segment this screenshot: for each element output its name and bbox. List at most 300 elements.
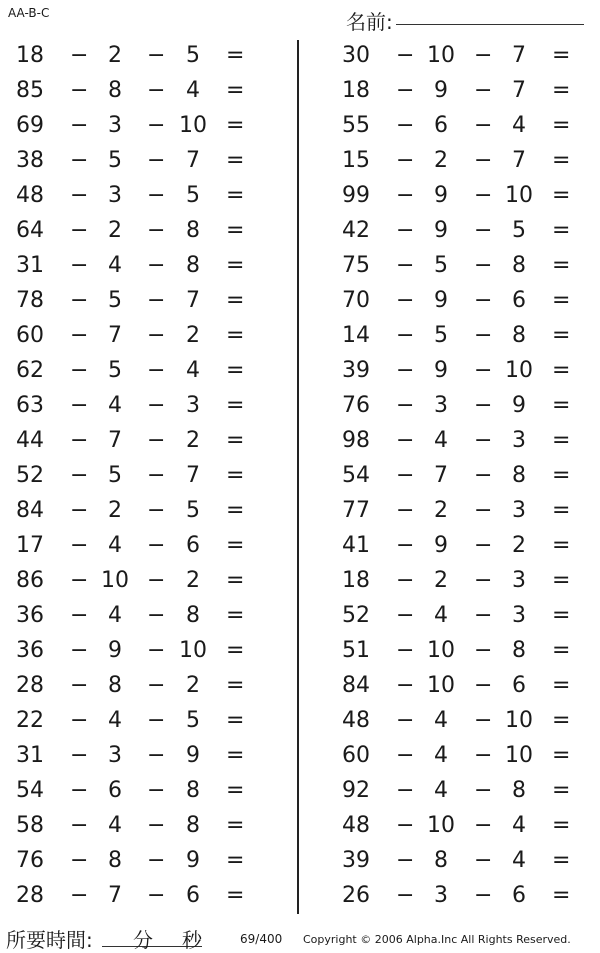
- subtrahend-1: 10: [427, 638, 455, 663]
- minuend: 17: [16, 533, 44, 558]
- minus-sign: −: [396, 393, 415, 418]
- minus-sign: −: [474, 708, 493, 733]
- problem-row: [0, 108, 297, 143]
- subtrahend-2: 8: [186, 603, 200, 628]
- minus-sign: −: [70, 393, 89, 418]
- subtrahend-1: 4: [108, 708, 122, 733]
- minus-sign: −: [147, 183, 166, 208]
- subtrahend-1: 4: [108, 253, 122, 278]
- subtrahend-1: 9: [434, 288, 448, 313]
- equals-sign: =: [226, 43, 245, 68]
- subtrahend-1: 3: [108, 183, 122, 208]
- subtrahend-1: 5: [108, 358, 122, 383]
- minus-sign: −: [70, 358, 89, 383]
- problem-row: [300, 633, 600, 668]
- equals-sign: =: [226, 638, 245, 663]
- subtrahend-2: 8: [186, 778, 200, 803]
- minus-sign: −: [70, 883, 89, 908]
- problem-row: [300, 598, 600, 633]
- subtrahend-1: 4: [434, 603, 448, 628]
- equals-sign: =: [226, 358, 245, 383]
- minuend: 54: [342, 463, 370, 488]
- minus-sign: −: [147, 743, 166, 768]
- problem-row: [0, 178, 297, 213]
- minus-sign: −: [396, 463, 415, 488]
- minus-sign: −: [396, 673, 415, 698]
- minus-sign: −: [396, 603, 415, 628]
- minuend: 39: [342, 848, 370, 873]
- minuend: 15: [342, 148, 370, 173]
- minus-sign: −: [396, 253, 415, 278]
- subtrahend-2: 8: [186, 813, 200, 838]
- minuend: 60: [16, 323, 44, 348]
- minus-sign: −: [70, 568, 89, 593]
- subtrahend-1: 2: [434, 498, 448, 523]
- problem-row: [0, 738, 297, 773]
- subtrahend-2: 8: [186, 253, 200, 278]
- minuend: 77: [342, 498, 370, 523]
- minus-sign: −: [396, 568, 415, 593]
- equals-sign: =: [552, 743, 571, 768]
- equals-sign: =: [226, 743, 245, 768]
- subtrahend-2: 10: [179, 113, 207, 138]
- subtrahend-1: 8: [108, 673, 122, 698]
- time-label: 所要時間:: [6, 928, 93, 952]
- equals-sign: =: [552, 813, 571, 838]
- subtrahend-2: 3: [512, 603, 526, 628]
- problem-row: [300, 493, 600, 528]
- equals-sign: =: [226, 183, 245, 208]
- minus-sign: −: [70, 708, 89, 733]
- minuend: 58: [16, 813, 44, 838]
- minuend: 41: [342, 533, 370, 558]
- problem-row: [0, 73, 297, 108]
- minus-sign: −: [474, 848, 493, 873]
- minuend: 76: [16, 848, 44, 873]
- subtrahend-1: 3: [108, 113, 122, 138]
- subtrahend-2: 10: [505, 708, 533, 733]
- problem-row: [300, 213, 600, 248]
- equals-sign: =: [226, 253, 245, 278]
- minus-sign: −: [70, 113, 89, 138]
- minus-sign: −: [474, 463, 493, 488]
- copyright: Copyright © 2006 Alpha.Inc All Rights Reserved.: [303, 933, 571, 946]
- equals-sign: =: [552, 358, 571, 383]
- problem-row: [0, 808, 297, 843]
- minuend: 75: [342, 253, 370, 278]
- subtrahend-1: 2: [434, 148, 448, 173]
- minuend: 69: [16, 113, 44, 138]
- minus-sign: −: [474, 323, 493, 348]
- minuend: 18: [342, 568, 370, 593]
- minus-sign: −: [396, 288, 415, 313]
- problem-row: [300, 108, 600, 143]
- minus-sign: −: [147, 393, 166, 418]
- minus-sign: −: [147, 603, 166, 628]
- subtrahend-1: 8: [434, 848, 448, 873]
- minus-sign: −: [70, 183, 89, 208]
- minus-sign: −: [474, 288, 493, 313]
- equals-sign: =: [226, 323, 245, 348]
- minuend: 52: [342, 603, 370, 628]
- equals-sign: =: [226, 288, 245, 313]
- subtrahend-1: 7: [434, 463, 448, 488]
- subtrahend-2: 3: [186, 393, 200, 418]
- equals-sign: =: [552, 883, 571, 908]
- name-field-line[interactable]: [396, 24, 584, 25]
- minus-sign: −: [474, 533, 493, 558]
- problem-row: [0, 633, 297, 668]
- minus-sign: −: [474, 428, 493, 453]
- minuend: 99: [342, 183, 370, 208]
- name-label: 名前:: [346, 10, 393, 34]
- right-column: [300, 38, 600, 913]
- minus-sign: −: [147, 568, 166, 593]
- minus-sign: −: [147, 498, 166, 523]
- equals-sign: =: [226, 148, 245, 173]
- problem-row: [300, 528, 600, 563]
- subtrahend-2: 7: [512, 148, 526, 173]
- minus-sign: −: [147, 848, 166, 873]
- minus-sign: −: [474, 673, 493, 698]
- subtrahend-2: 5: [186, 43, 200, 68]
- minus-sign: −: [396, 813, 415, 838]
- minus-sign: −: [396, 638, 415, 663]
- equals-sign: =: [226, 708, 245, 733]
- minus-sign: −: [70, 253, 89, 278]
- minuend: 31: [16, 253, 44, 278]
- subtrahend-1: 9: [434, 183, 448, 208]
- minus-sign: −: [70, 533, 89, 558]
- problem-row: [300, 248, 600, 283]
- subtrahend-1: 7: [108, 323, 122, 348]
- minuend: 26: [342, 883, 370, 908]
- subtrahend-1: 10: [101, 568, 129, 593]
- minus-sign: −: [147, 638, 166, 663]
- minus-sign: −: [396, 533, 415, 558]
- minus-sign: −: [70, 638, 89, 663]
- subtrahend-1: 2: [108, 218, 122, 243]
- subtrahend-2: 5: [186, 708, 200, 733]
- problem-row: [0, 213, 297, 248]
- minuend: 60: [342, 743, 370, 768]
- problem-row: [0, 668, 297, 703]
- subtrahend-1: 2: [108, 498, 122, 523]
- minuend: 48: [342, 813, 370, 838]
- subtrahend-2: 10: [505, 183, 533, 208]
- minus-sign: −: [147, 218, 166, 243]
- minus-sign: −: [147, 813, 166, 838]
- problem-row: [300, 388, 600, 423]
- equals-sign: =: [226, 533, 245, 558]
- problem-row: [300, 563, 600, 598]
- minus-sign: −: [474, 393, 493, 418]
- problem-row: [300, 808, 600, 843]
- minus-sign: −: [396, 883, 415, 908]
- minus-sign: −: [474, 253, 493, 278]
- minus-sign: −: [474, 638, 493, 663]
- subtrahend-1: 6: [434, 113, 448, 138]
- minuend: 51: [342, 638, 370, 663]
- minus-sign: −: [474, 218, 493, 243]
- subtrahend-2: 10: [179, 638, 207, 663]
- subtrahend-1: 4: [108, 533, 122, 558]
- minus-sign: −: [147, 358, 166, 383]
- minus-sign: −: [70, 813, 89, 838]
- equals-sign: =: [552, 848, 571, 873]
- minuend: 28: [16, 883, 44, 908]
- minus-sign: −: [474, 498, 493, 523]
- subtrahend-2: 6: [186, 533, 200, 558]
- minuend: 84: [342, 673, 370, 698]
- minuend: 22: [16, 708, 44, 733]
- subtrahend-2: 4: [512, 848, 526, 873]
- minus-sign: −: [396, 358, 415, 383]
- minuend: 84: [16, 498, 44, 523]
- equals-sign: =: [552, 393, 571, 418]
- subtrahend-2: 10: [505, 358, 533, 383]
- equals-sign: =: [552, 673, 571, 698]
- subtrahend-1: 10: [427, 813, 455, 838]
- minus-sign: −: [70, 78, 89, 103]
- subtrahend-1: 6: [108, 778, 122, 803]
- minus-sign: −: [70, 848, 89, 873]
- equals-sign: =: [552, 498, 571, 523]
- problem-row: [0, 38, 297, 73]
- equals-sign: =: [226, 393, 245, 418]
- minuend: 70: [342, 288, 370, 313]
- subtrahend-2: 5: [186, 183, 200, 208]
- equals-sign: =: [552, 533, 571, 558]
- subtrahend-1: 2: [434, 568, 448, 593]
- subtrahend-2: 7: [512, 43, 526, 68]
- subtrahend-2: 4: [186, 78, 200, 103]
- problem-row: [300, 318, 600, 353]
- minus-sign: −: [70, 743, 89, 768]
- subtrahend-1: 4: [434, 708, 448, 733]
- subtrahend-1: 5: [434, 253, 448, 278]
- minus-sign: −: [474, 78, 493, 103]
- minuend: 42: [342, 218, 370, 243]
- subtrahend-1: 9: [434, 358, 448, 383]
- problem-row: [0, 248, 297, 283]
- minuend: 18: [342, 78, 370, 103]
- subtrahend-2: 7: [512, 78, 526, 103]
- problem-row: [300, 878, 600, 913]
- problem-row: [0, 493, 297, 528]
- subtrahend-1: 5: [434, 323, 448, 348]
- subtrahend-2: 4: [512, 813, 526, 838]
- subtrahend-1: 2: [108, 43, 122, 68]
- subtrahend-2: 9: [186, 848, 200, 873]
- subtrahend-2: 6: [512, 883, 526, 908]
- problem-row: [0, 423, 297, 458]
- minus-sign: −: [70, 288, 89, 313]
- minuend: 54: [16, 778, 44, 803]
- subtrahend-2: 3: [512, 428, 526, 453]
- subtrahend-2: 2: [186, 568, 200, 593]
- subtrahend-2: 7: [186, 288, 200, 313]
- minus-sign: −: [474, 358, 493, 383]
- equals-sign: =: [226, 568, 245, 593]
- problem-row: [0, 353, 297, 388]
- minuend: 48: [342, 708, 370, 733]
- minus-sign: −: [474, 113, 493, 138]
- minus-sign: −: [147, 78, 166, 103]
- subtrahend-2: 10: [505, 743, 533, 768]
- subtrahend-2: 6: [186, 883, 200, 908]
- problem-row: [300, 773, 600, 808]
- equals-sign: =: [226, 78, 245, 103]
- minus-sign: −: [396, 148, 415, 173]
- column-divider: [297, 40, 299, 914]
- subtrahend-1: 9: [434, 78, 448, 103]
- minus-sign: −: [147, 533, 166, 558]
- page-number: 69/400: [240, 932, 283, 946]
- minus-sign: −: [474, 883, 493, 908]
- equals-sign: =: [552, 148, 571, 173]
- subtrahend-1: 5: [108, 288, 122, 313]
- problem-row: [300, 458, 600, 493]
- equals-sign: =: [552, 463, 571, 488]
- subtrahend-2: 6: [512, 288, 526, 313]
- minus-sign: −: [70, 218, 89, 243]
- equals-sign: =: [226, 673, 245, 698]
- minus-sign: −: [396, 708, 415, 733]
- subtrahend-1: 4: [108, 813, 122, 838]
- minuend: 30: [342, 43, 370, 68]
- problem-row: [0, 388, 297, 423]
- subtrahend-2: 2: [186, 428, 200, 453]
- subtrahend-1: 3: [108, 743, 122, 768]
- equals-sign: =: [226, 883, 245, 908]
- minuend: 63: [16, 393, 44, 418]
- minuend: 48: [16, 183, 44, 208]
- subtrahend-1: 10: [427, 673, 455, 698]
- minuend: 86: [16, 568, 44, 593]
- problem-row: [0, 318, 297, 353]
- minus-sign: −: [147, 253, 166, 278]
- subtrahend-1: 9: [434, 218, 448, 243]
- minus-sign: −: [474, 603, 493, 628]
- problem-row: [300, 178, 600, 213]
- minuend: 18: [16, 43, 44, 68]
- minus-sign: −: [147, 883, 166, 908]
- minus-sign: −: [70, 673, 89, 698]
- problem-row: [300, 738, 600, 773]
- problem-row: [300, 423, 600, 458]
- subtrahend-2: 8: [512, 323, 526, 348]
- problem-row: [300, 668, 600, 703]
- minus-sign: −: [474, 183, 493, 208]
- minus-sign: −: [70, 778, 89, 803]
- seconds-label: 秒: [182, 928, 202, 952]
- subtrahend-2: 8: [512, 638, 526, 663]
- left-column: [0, 38, 297, 913]
- problem-row: [0, 878, 297, 913]
- equals-sign: =: [226, 428, 245, 453]
- problem-row: [0, 843, 297, 878]
- equals-sign: =: [552, 183, 571, 208]
- subtrahend-2: 7: [186, 148, 200, 173]
- equals-sign: =: [226, 463, 245, 488]
- subtrahend-2: 9: [186, 743, 200, 768]
- problem-row: [300, 143, 600, 178]
- minutes-label: 分: [133, 928, 153, 952]
- minus-sign: −: [474, 43, 493, 68]
- minus-sign: −: [70, 428, 89, 453]
- minus-sign: −: [474, 743, 493, 768]
- minus-sign: −: [474, 148, 493, 173]
- minus-sign: −: [147, 113, 166, 138]
- subtrahend-1: 7: [108, 428, 122, 453]
- subtrahend-2: 8: [512, 253, 526, 278]
- minus-sign: −: [396, 43, 415, 68]
- subtrahend-2: 3: [512, 498, 526, 523]
- problem-row: [0, 703, 297, 738]
- minuend: 36: [16, 638, 44, 663]
- minuend: 14: [342, 323, 370, 348]
- minuend: 76: [342, 393, 370, 418]
- equals-sign: =: [552, 78, 571, 103]
- equals-sign: =: [552, 218, 571, 243]
- subtrahend-2: 2: [186, 673, 200, 698]
- minuend: 38: [16, 148, 44, 173]
- subtrahend-1: 8: [108, 848, 122, 873]
- minuend: 78: [16, 288, 44, 313]
- minus-sign: −: [396, 183, 415, 208]
- minus-sign: −: [70, 603, 89, 628]
- minus-sign: −: [396, 428, 415, 453]
- minus-sign: −: [396, 78, 415, 103]
- minus-sign: −: [147, 148, 166, 173]
- subtrahend-2: 7: [186, 463, 200, 488]
- subtrahend-2: 5: [186, 498, 200, 523]
- minuend: 62: [16, 358, 44, 383]
- minus-sign: −: [70, 498, 89, 523]
- subtrahend-2: 8: [186, 218, 200, 243]
- equals-sign: =: [226, 848, 245, 873]
- equals-sign: =: [552, 323, 571, 348]
- subtrahend-2: 8: [512, 463, 526, 488]
- equals-sign: =: [552, 113, 571, 138]
- minus-sign: −: [147, 708, 166, 733]
- minus-sign: −: [474, 813, 493, 838]
- equals-sign: =: [226, 813, 245, 838]
- subtrahend-2: 9: [512, 393, 526, 418]
- minus-sign: −: [147, 323, 166, 348]
- minus-sign: −: [147, 288, 166, 313]
- footer: [0, 924, 600, 952]
- subtrahend-1: 3: [434, 883, 448, 908]
- minuend: 85: [16, 78, 44, 103]
- subtrahend-1: 8: [108, 78, 122, 103]
- minus-sign: −: [147, 428, 166, 453]
- minus-sign: −: [147, 43, 166, 68]
- subtrahend-2: 2: [186, 323, 200, 348]
- problem-row: [300, 38, 600, 73]
- equals-sign: =: [552, 288, 571, 313]
- minus-sign: −: [396, 323, 415, 348]
- problem-row: [0, 563, 297, 598]
- minuend: 44: [16, 428, 44, 453]
- subtrahend-1: 4: [108, 393, 122, 418]
- problem-row: [0, 143, 297, 178]
- subtrahend-1: 9: [108, 638, 122, 663]
- equals-sign: =: [552, 603, 571, 628]
- problem-row: [300, 353, 600, 388]
- minus-sign: −: [147, 673, 166, 698]
